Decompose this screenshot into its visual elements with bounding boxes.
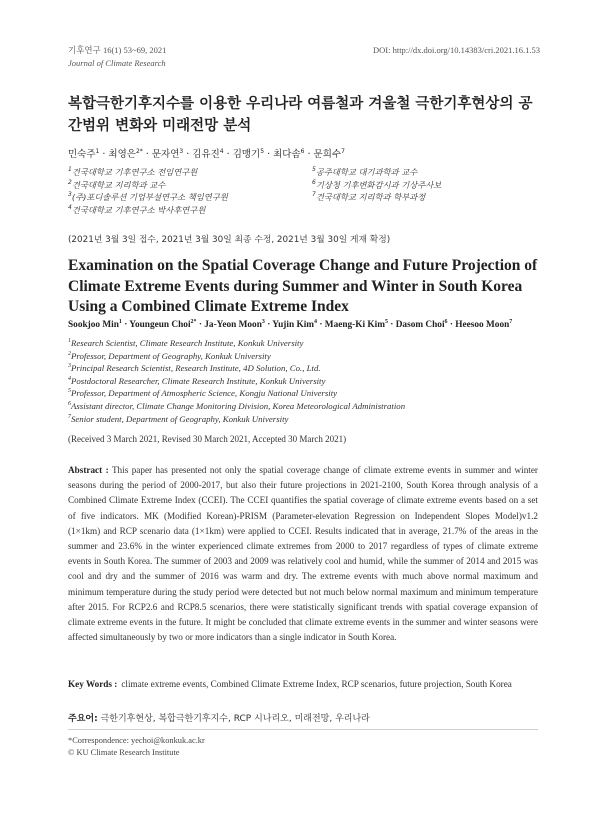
english-author-list: Sookjoo Min$^1$ · Youngeun Choi$^{2*}$ · Ja-Yeon Moon$^3$ · Yujin Kim$^4$ · Maeng-Ki Kim$^5$ · Dasom Choi$^6$ · Heesoo Moon$^7$ [68,318,513,330]
author-en: Heesoo Moon$^7$ [455,318,513,330]
english-title: Examination on the Spatial Coverage Change and Future Projection of Climate Extreme Events during Summer and Winter in South Korea Using a Combined Climate Extreme Index [68,257,538,315]
doi-link[interactable]: DOI: http://dx.doi.org/10.14383/cri.2021.16.1.53 [372,45,540,55]
author-en: Sookjoo Min$^1$ [68,318,122,330]
footnote-divider [68,729,538,730]
journal-volume-ko: 기후연구 16(1) 53~69, 2021 [68,45,167,55]
affiliation-ko: $^2$건국대학교 지리학과 교수 [68,178,166,190]
footnotes [68,735,205,759]
affiliation-en: $^5$Professor, Department of Atmospheric Science, Kongju National University [68,388,338,399]
korean-title: 복합극한기후지수를 이용한 우리나라 여름철과 겨울철 극한기후현상의 공간범위 변화와 미래전망 분석 [68,96,533,134]
author-ko: 민숙주$^1$ [68,147,100,160]
affiliation-en: $^3$Principal Research Scientist, Research Institute, 4D Solution, Co., Ltd. [68,363,321,374]
received-dates-ko: (2021년 3월 3일 접수, 2021년 3월 30일 최종 수정, 2021년 3월 30일 게재 확정) [68,235,391,245]
author-en: Ja-Yeon Moon$^3$ [204,318,265,330]
korean-affiliations-right [312,166,441,204]
affiliation-en: $^2$Professor, Department of Geography, Konkuk University [68,350,271,361]
journal-header [68,44,166,70]
affiliation-en: $^4$Postdoctoral Researcher, Climate Research Institute, Konkuk University [68,375,326,386]
author-en: Youngeun Choi$^{2*}$ [129,318,197,330]
copyright-notice: © KU Climate Research Institute [68,748,180,757]
korean-author-list: 민숙주$^1$ · 최영은$^{2*}$ · 문자연$^3$ · 김유진$^4$ · 김맹기$^5$ · 최다솜$^6$ · 문희수$^7$ [68,147,345,160]
affiliation-en: $^7$Senior student, Department of Geography, Konkuk University [68,413,289,424]
abstract-label: Abstract : [68,465,109,475]
affiliation-en: $^1$Research Scientist, Climate Research Institute, Konkuk University [68,338,304,348]
keywords-label: Key Words : [68,679,118,689]
author-ko: 문희수$^7$ [313,147,345,160]
keywords-ko [68,711,370,724]
abstract-body: This paper has presented not only the spatial coverage change of climate extreme events in summer and winter seasons during the period of 2000-2017, but also their future projections in 2021-2100, South Korea through analysis of a Combined Climate Extreme Index (CCEI). The CCEI quantifies the spatial coverage of climate extreme events based on a set of five indicators. MK (Modified Korean)-PRISM (Parameter-elevation Regression on Independent Slopes Model)v1.2 (1×1km) and RCP scenario data (1×1km) were applied to CCEI. Results indicated that in average, 21.7% of the areas in the summer and 23.6% in the winter experienced climate extremes from 2000 to 2017 regardless of types of climate extreme events in South Korea. The summer of 2003 and 2009 was relatively cool and humid, while the summer of 2014 and 2015 was cool and dry and the summer of 2016 was warm and dry. The extreme events with much above normal maximum and minimum temperature during the study period were detected but not much below normal maximum and minimum temperature after 2015. For RCP2.6 and RCP8.5 scenarios, there were statistically significant trends with spatial coverage expansion of climate extreme events in the future. It might be concluded that climate extreme events in the summer and winter seasons were affected simultaneously by two or more indicators than a single indicator in South Korea. [68,465,538,643]
author-en: Yujin Kim$^4$ [272,318,318,330]
author-en: Dasom Choi$^6$ [395,318,448,330]
author-ko: 김맹기$^5$ [232,147,265,160]
korean-affiliations-left [68,166,228,216]
keywords-ko-label: 주요어: [68,714,98,724]
affiliation-ko: $^5$공주대학교 대기과학과 교수 [312,166,418,177]
author-ko: 최다솜$^6$ [273,147,305,160]
affiliation-en: $^6$Assistant director, Climate Change Monitoring Division, Korea Meteorological Administration [68,400,406,411]
author-ko: 김유진$^4$ [192,147,224,160]
author-ko: 문자연$^3$ [151,147,184,160]
correspondence-email[interactable]: *Correspondence: yechoi@konkuk.ac.kr [68,736,205,745]
english-affiliations [68,337,405,425]
affiliation-ko: $^6$기상청 기후변화감시과 기상주사보 [312,178,442,190]
affiliation-ko: $^7$건국대학교 지리학과 학부과정 [312,191,426,202]
received-dates-en: (Received 3 March 2021, Revised 30 March 2021, Accepted 30 March 2021) [68,434,347,444]
affiliation-ko: $^4$건국대학교 기후연구소 박사후연구원 [68,203,206,215]
affiliation-ko: $^3$(주)포디솔루션 기업부설연구소 책임연구원 [68,191,228,202]
keywords-ko-text: 극한기후현상, 복합극한기후지수, RCP 시나리오, 미래전망, 우리나라 [100,714,370,724]
abstract [68,463,538,645]
keywords-en [68,677,538,691]
keywords-text: climate extreme events, Combined Climate Extreme Index, RCP scenarios, future projection, South Korea [121,679,512,689]
author-ko: 최영은$^{2*}$ [108,147,143,160]
author-en: Maeng-Ki Kim$^5$ [324,318,388,330]
affiliation-ko: $^1$건국대학교 기후연구소 전임연구원 [68,166,198,177]
journal-name: Journal of Climate Research [68,58,166,68]
